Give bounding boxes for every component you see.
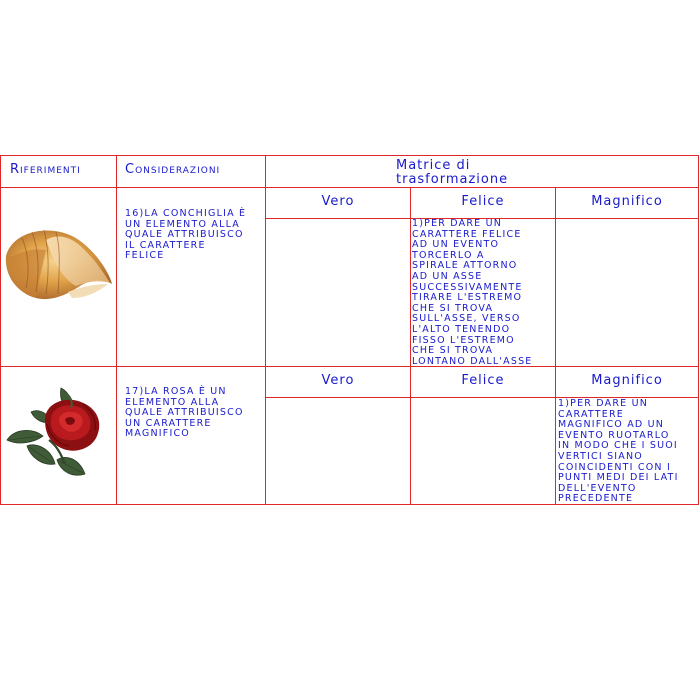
row2-col-felice: Felice <box>461 373 505 388</box>
row1-felice-cell: 1)PER DARE UN CARATTERE FELICE AD UN EVENTO TORCERLO A SPIRALE ATTORNO AD UN ASSE SUCCESSIVAMENTE TIRARE L'ESTREMO CHE SI TROVA SULL'ASSE, VERSO L'ALTO TENENDO FISSO L'ESTREMO CHE SI TROVA LONTANO DALL'ASSE <box>412 218 533 367</box>
header-divider <box>1 187 698 188</box>
row1-col-magnifico: Magnifico <box>591 194 663 209</box>
row2-col-magnifico: Magnifico <box>591 373 663 388</box>
row1-col-vero: Vero <box>321 194 355 209</box>
transformation-table <box>0 155 699 505</box>
row2-consideration: 17)LA ROSA È UN ELEMENTO ALLA QUALE ATTRIBUISCO UN CARATTERE MAGNIFICO <box>125 386 244 440</box>
header-considerazioni: Considerazioni <box>125 162 221 177</box>
row2-magnifico-cell: 1)PER DARE UN CARATTERE MAGNIFICO AD UN EVENTO RUOTARLO IN MODO CHE I SUOI VERTICI SIANO COINCIDENTI CON I PUNTI MEDI DEI LATI DELL'EVENTO PRECEDENTE <box>558 398 679 505</box>
row1-consideration: 16)LA CONCHIGLIA È UN ELEMENTO ALLA QUALE ATTRIBUISCO IL CARATTERE FELICE <box>125 208 247 262</box>
row2-col-vero: Vero <box>321 373 355 388</box>
header-riferimenti: Riferimenti <box>10 162 81 177</box>
row-divider <box>1 366 698 367</box>
header-matrice: Matrice di trasformazione <box>396 158 509 187</box>
red-rose-image <box>5 384 117 488</box>
conch-shell-image <box>2 222 114 316</box>
col-divider-4a <box>555 187 556 366</box>
row1-col-felice: Felice <box>461 194 505 209</box>
col-divider-3a <box>410 187 411 366</box>
